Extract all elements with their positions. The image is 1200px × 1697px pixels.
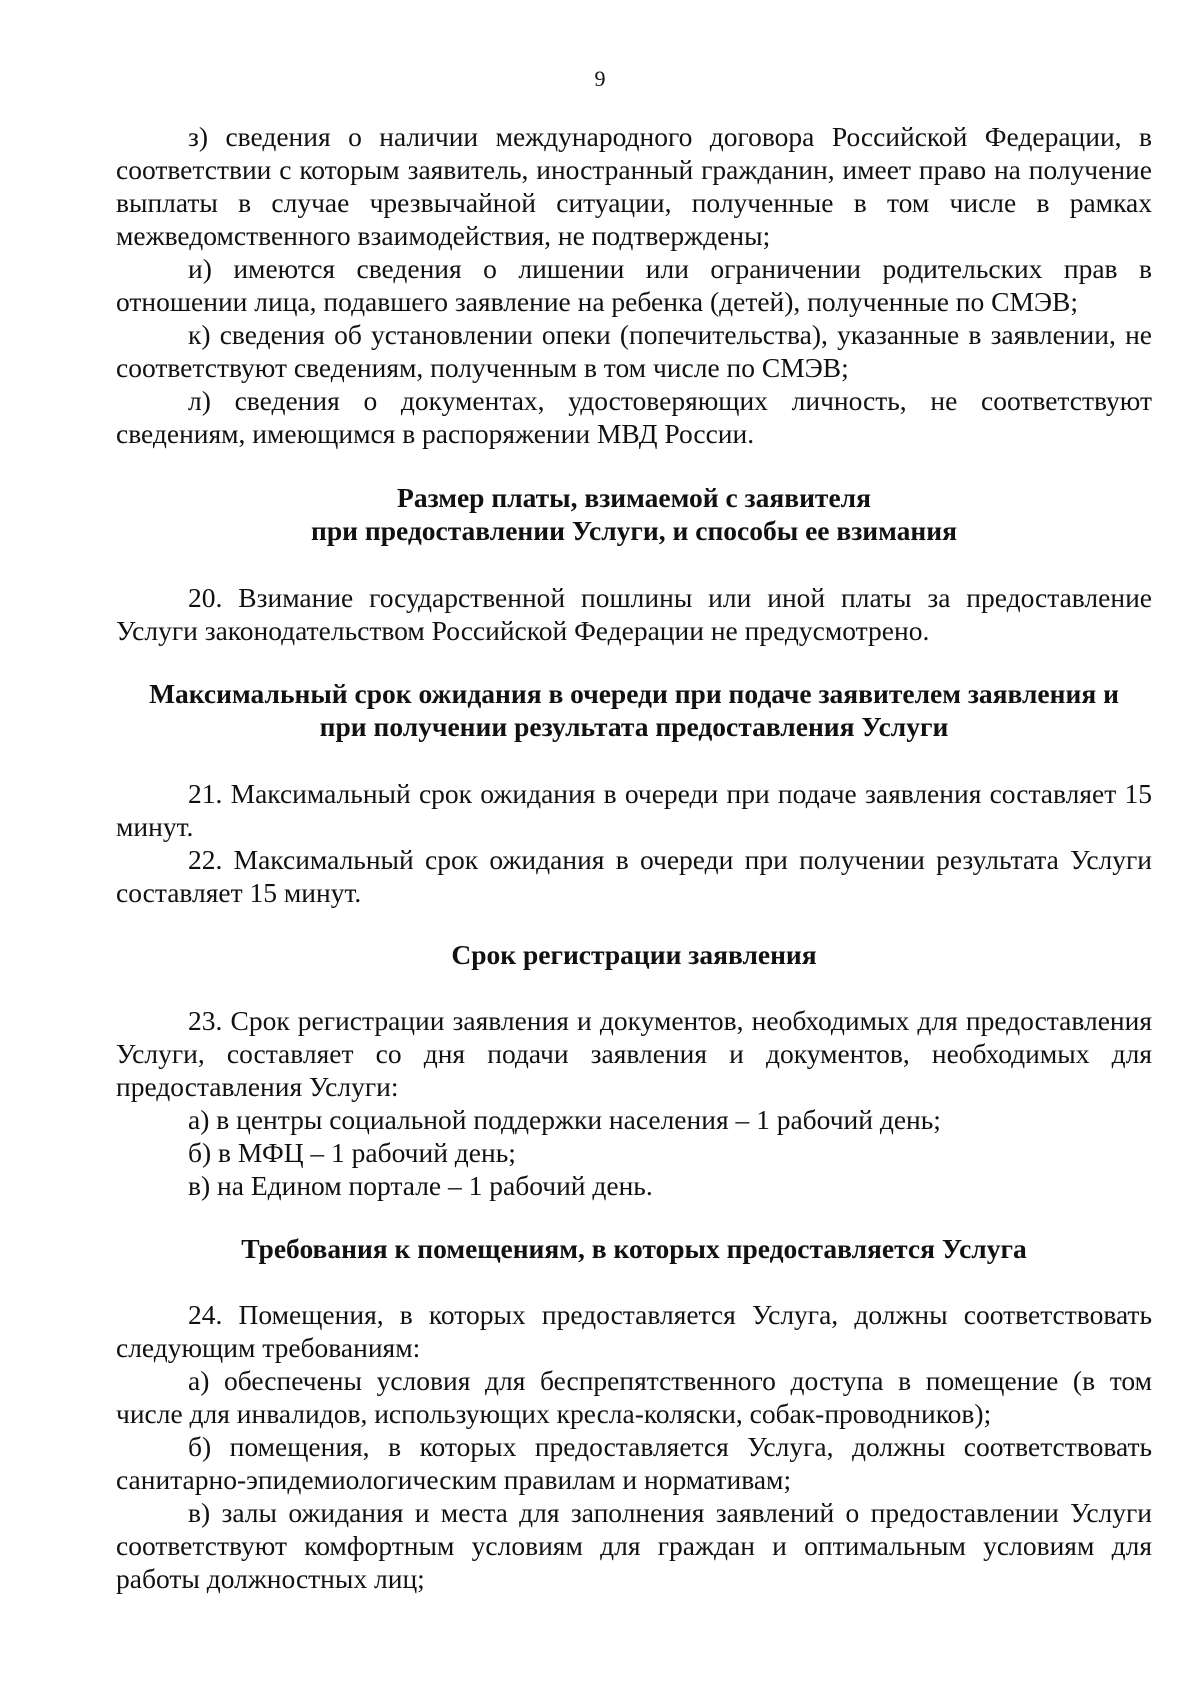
paragraph-block: [116, 1004, 1152, 1103]
section-heading-line: Требования к помещениям, в которых предоставляется Услуга: [241, 1233, 1027, 1264]
paragraph: к) сведения об установлении опеки (попечительства), указанные в заявлении, не соответствуют сведениям, полученным в том числе по СМЭВ;: [116, 319, 1152, 383]
paragraph: 20. Взимание государственной пошлины или иной платы за предоставление Услуги законодательством Российской Федерации не предусмотрено.: [116, 582, 1152, 646]
section-heading-line: при получении результата предоставления Услуги: [319, 711, 949, 742]
page-number: 9: [594, 66, 606, 91]
section-heading-line: Максимальный срок ожидания в очереди при подаче заявителем заявления и: [149, 678, 1119, 709]
paragraph: л) сведения о документах, удостоверяющих личность, не соответствуют сведениям, имеющимся в распоряжении МВД России.: [116, 385, 1152, 449]
paragraph-block: [116, 252, 1152, 318]
paragraph-block: [116, 384, 1152, 450]
paragraph-block: [116, 581, 1152, 647]
paragraph-block: [116, 120, 1152, 252]
section-heading-line: Размер платы, взимаемой с заявителя: [397, 482, 871, 513]
section-heading-line: Срок регистрации заявления: [451, 939, 817, 970]
paragraph: 23. Срок регистрации заявления и документов, необходимых для предоставления Услуги, составляет со дня подачи заявления и документов, необходимых для предоставления Услуги:: [116, 1005, 1152, 1102]
section-heading-line: при предоставлении Услуги, и способы ее взимания: [311, 515, 957, 546]
paragraph: в) на Едином портале – 1 рабочий день.: [188, 1170, 653, 1201]
paragraph: з) сведения о наличии международного договора Российской Федерации, в соответствии с которым заявитель, иностранный гражданин, имеет право на получение выплаты в случае чрезвычайной ситуации, полученные в том числе в рамках межведомственного взаимодействия, не подтверждены;: [116, 121, 1152, 251]
paragraph: 22. Максимальный срок ожидания в очереди при получении результата Услуги составляет 15 минут.: [116, 844, 1152, 908]
paragraph: 24. Помещения, в которых предоставляется Услуга, должны соответствовать следующим требованиям:: [116, 1299, 1152, 1363]
paragraph-block: [116, 1169, 1152, 1202]
paragraph: а) в центры социальной поддержки населения – 1 рабочий день;: [188, 1104, 941, 1135]
paragraph-block: [116, 1298, 1152, 1364]
paragraph-block: [116, 1496, 1152, 1595]
paragraph: б) в МФЦ – 1 рабочий день;: [188, 1137, 516, 1168]
section-heading: [116, 481, 1152, 547]
section-heading: [116, 1232, 1152, 1265]
paragraph: и) имеются сведения о лишении или ограничении родительских прав в отношении лица, подавшего заявление на ребенка (детей), полученные по СМЭВ;: [116, 253, 1152, 317]
paragraph: 21. Максимальный срок ожидания в очереди при подаче заявления составляет 15 минут.: [116, 778, 1152, 842]
paragraph-block: [116, 1364, 1152, 1430]
paragraph-block: [116, 1103, 1152, 1136]
paragraph-block: [116, 1430, 1152, 1496]
paragraph: в) залы ожидания и места для заполнения заявлений о предоставлении Услуги соответствуют комфортным условиям для граждан и оптимальным условиям для работы должностных лиц;: [116, 1497, 1152, 1594]
paragraph-block: [116, 843, 1152, 909]
paragraph-block: [116, 1136, 1152, 1169]
paragraph: б) помещения, в которых предоставляется Услуга, должны соответствовать санитарно-эпидемиологическим правилам и нормативам;: [116, 1431, 1152, 1495]
paragraph-block: [116, 777, 1152, 843]
section-heading: [116, 677, 1152, 743]
paragraph: а) обеспечены условия для беспрепятственного доступа в помещение (в том числе для инвалидов, использующих кресла-коляски, собак-проводников);: [116, 1365, 1152, 1429]
paragraph-block: [116, 318, 1152, 384]
section-heading: [116, 938, 1152, 971]
